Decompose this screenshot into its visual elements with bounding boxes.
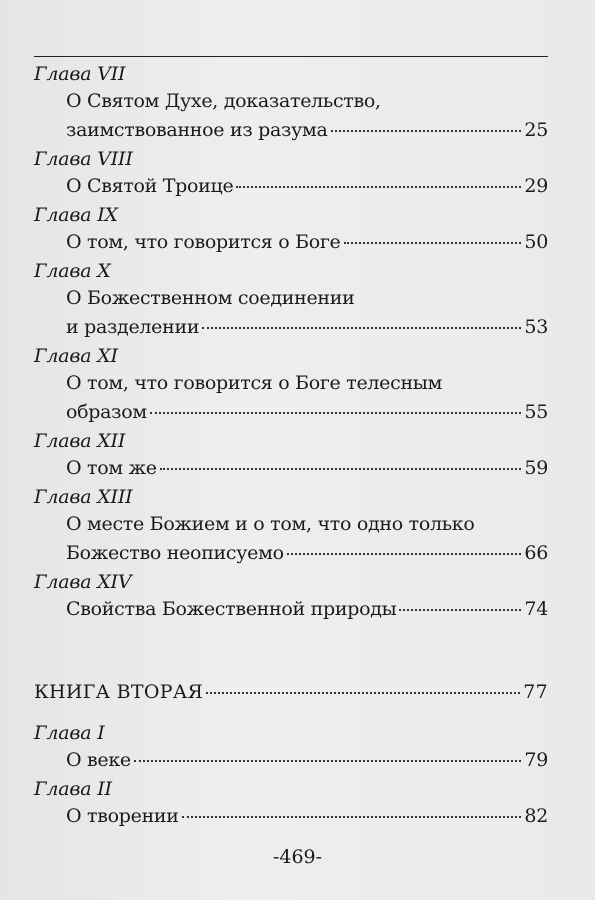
table-of-contents [34,62,548,833]
chapter-heading: Глава X [34,260,111,282]
chapter-heading: Глава VIII [34,148,133,170]
entry-title: Божество неописуемо [66,542,284,564]
folio: -469- [272,846,323,868]
entry-row [66,454,548,483]
chapter-heading: Глава I [34,722,105,744]
entry-line: О месте Божием и о том, что одно только [66,513,475,535]
page-number: 53 [524,316,548,338]
toc-chapter [34,429,548,483]
chapter-entry [34,454,548,483]
entry-line: О том, что говорится о Боге телесным [66,372,443,394]
dot-leader [202,327,521,329]
toc-chapter [34,147,548,201]
book-heading-row [34,678,548,707]
entry-title: Свойства Божественной природы [66,598,397,620]
chapter-entry [34,228,548,257]
page-number: 55 [524,401,548,423]
entry-title: и разделении [66,316,200,338]
dot-leader [160,468,522,470]
entry-row [66,398,548,427]
page-number: 29 [524,175,548,197]
chapter-heading: Глава II [34,778,112,800]
page-number: 77 [523,681,548,703]
entry-title: образом [66,401,147,423]
chapter-entry [34,87,548,145]
chapter-entry [34,284,548,342]
chapter-entry [34,369,548,427]
page-number: 59 [524,457,548,479]
chapter-heading: Глава XI [34,345,118,367]
chapter-entry [34,802,548,831]
entry-row [66,116,548,145]
chapter-heading: Глава IX [34,204,118,226]
entry-title: О том, что говорится о Боге [66,231,341,253]
chapter-heading: Глава XII [34,430,126,452]
page-number: 66 [524,542,548,564]
dot-leader [150,412,522,414]
top-rule [34,56,548,57]
entry-line: О Святом Духе, доказательство, [66,90,381,112]
toc-chapter [34,259,548,342]
dot-leader [331,130,522,132]
toc-chapter [34,203,548,257]
entry-title: О веке [66,749,131,771]
page-number: 25 [524,119,548,141]
toc-chapter [34,344,548,427]
dot-leader [182,816,522,818]
dot-leader [134,760,522,762]
toc-chapter [34,777,548,831]
entry-row [66,746,548,775]
chapter-heading: Глава XIII [34,486,133,508]
page-number: 74 [524,598,548,620]
toc-chapter [34,570,548,624]
toc-chapter [34,721,548,775]
chapter-entry [34,510,548,568]
dot-leader [206,692,520,694]
toc-chapter [34,485,548,568]
chapter-heading: Глава VII [34,63,126,85]
entry-line: О Божественном соединении [66,287,355,309]
book-title: КНИГА ВТОРАЯ [34,681,204,703]
chapter-entry [34,746,548,775]
chapter-entry [34,595,548,624]
chapter-heading: Глава XIV [34,571,132,593]
entry-row [66,172,548,201]
entry-title: заимствованное из разума [66,119,328,141]
entry-title: О том же [66,457,157,479]
entry-title: О творении [66,805,179,827]
page-number: 82 [524,805,548,827]
chapter-entry [34,172,548,201]
page-number: 50 [524,231,548,253]
entry-row [66,539,548,568]
toc-chapter [34,62,548,145]
dot-leader [344,242,522,244]
entry-row [66,595,548,624]
dot-leader [236,186,521,188]
entry-row [66,802,548,831]
entry-row [66,313,548,342]
page-number: 79 [524,749,548,771]
dot-leader [287,553,522,555]
entry-title: О Святой Троице [66,175,234,197]
dot-leader [399,609,521,611]
entry-row [66,228,548,257]
